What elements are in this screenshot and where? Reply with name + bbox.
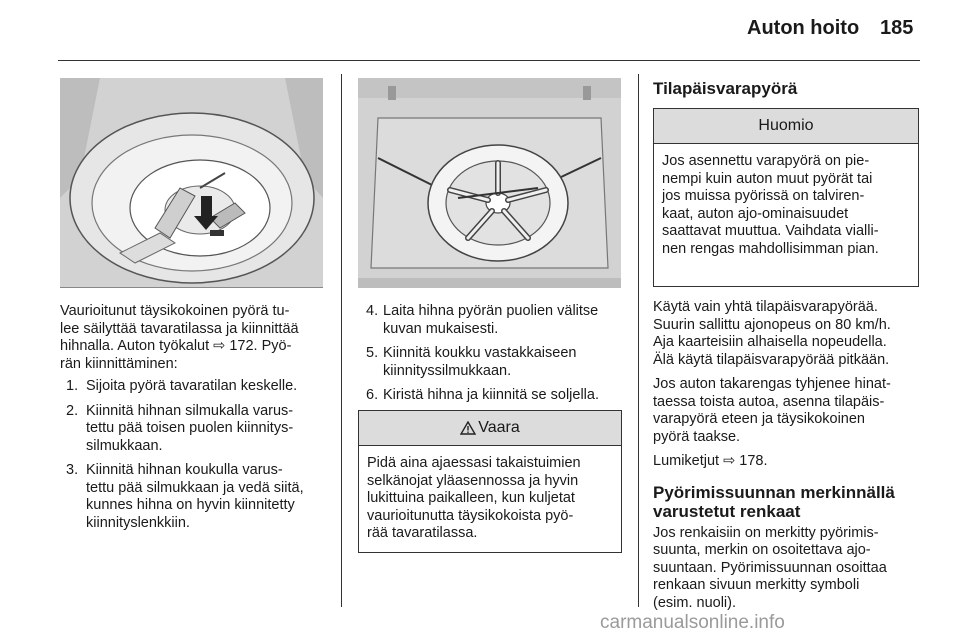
- note-box-header: [654, 109, 918, 144]
- list-item: 2. Kiinnitä hihnan silmukalla varus- tettu pää toisen puolen kiinnitys- silmukkaan.: [66, 402, 294, 454]
- note-title: Huomio: [758, 117, 814, 134]
- intro-paragraph: Vaurioitunut täysikokoinen pyörä tu- lee säilyttää tavaratilassa ja kiinnittää hihnalla. Auton työkalut ⇨ 172. Pyö- rän kiinnittäminen:: [60, 303, 299, 372]
- figure-spare-wheel-well: [60, 78, 323, 288]
- warning-box: [358, 410, 622, 553]
- steps-list-1: [60, 378, 332, 532]
- section-title-directional-tyres: Pyörimissuunnan merkinnällä varustetut renkaat: [653, 482, 895, 521]
- snow-chains-reference[interactable]: Lumiketjut ⇨ 178.: [653, 453, 768, 469]
- figure-strapped-wheel: [358, 78, 621, 288]
- column-3-text: [653, 299, 925, 619]
- warning-triangle-icon: [460, 421, 476, 435]
- list-item: 5. Kiinnitä koukku vastakkaiseen kiinnityssilmukkaan.: [366, 345, 577, 379]
- section-title-temporary-spare: Tilapäisvarapyörä: [653, 79, 798, 98]
- watermark: carmanualsonline.info: [600, 612, 785, 633]
- list-item: 6. Kiristä hihna ja kiinnitä se soljella.: [366, 387, 599, 403]
- running-header-title: Auton hoito: [747, 17, 860, 39]
- note-box: [653, 108, 919, 287]
- paragraph: Jos auton takarengas tyhjenee hinat- taessa toista autoa, asenna tilapäis- varapyörä eteen ja täysikokoinen pyörä taakse.: [653, 376, 891, 445]
- warning-box-header: [359, 411, 621, 446]
- list-item: 4. Laita hihna pyörän puolien välitse kuvan mukaisesti.: [366, 303, 599, 337]
- warning-title: Vaara: [478, 419, 520, 436]
- list-item: 3. Kiinnitä hihnan koukulla varus- tettu pää silmukkaan ja vedä siitä, kunnes hihna on hyvin kiinnitetty kiinnityslenkkiin.: [66, 462, 304, 531]
- header-rule: [58, 60, 920, 61]
- column-divider-2: [638, 74, 639, 607]
- column-1: [60, 303, 332, 539]
- column-divider-1: [341, 74, 342, 607]
- paragraph: Käytä vain yhtä tilapäisvarapyörää. Suurin sallittu ajonopeus on 80 km/h. Aja kaarteisiin alhaisella nopeudella. Älä käytä tilapäisvarapyörää pitkään.: [653, 299, 891, 368]
- steps-list-2: [358, 303, 628, 405]
- column-2: [358, 303, 628, 412]
- warning-text: Pidä aina ajaessasi takaistuimien selkänojat yläasennossa ja hyvin lukittuina paikalleen, kun kuljetat vaurioitunutta täysikokoista pyö- rää tavaratilassa.: [367, 455, 581, 541]
- list-item: 1. Sijoita pyörä tavaratilan keskelle.: [66, 378, 298, 394]
- page-number: 185: [880, 17, 914, 39]
- paragraph: Jos renkaisiin on merkitty pyörimis- suunta, merkin on osoitettava ajo- suuntaan. Pyörimissuunnan osoittaa renkaan sivuun merkitty symboli (esim. nuoli).: [653, 524, 887, 611]
- note-text: Jos asennettu varapyörä on pie- nempi kuin auton muut pyörät tai jos muissa pyörissä on talviren- kaat, auton ajo-ominaisuudet saattavat muuttua. Vaihdata vialli- nen rengas mahdollisimman pian.: [662, 153, 879, 257]
